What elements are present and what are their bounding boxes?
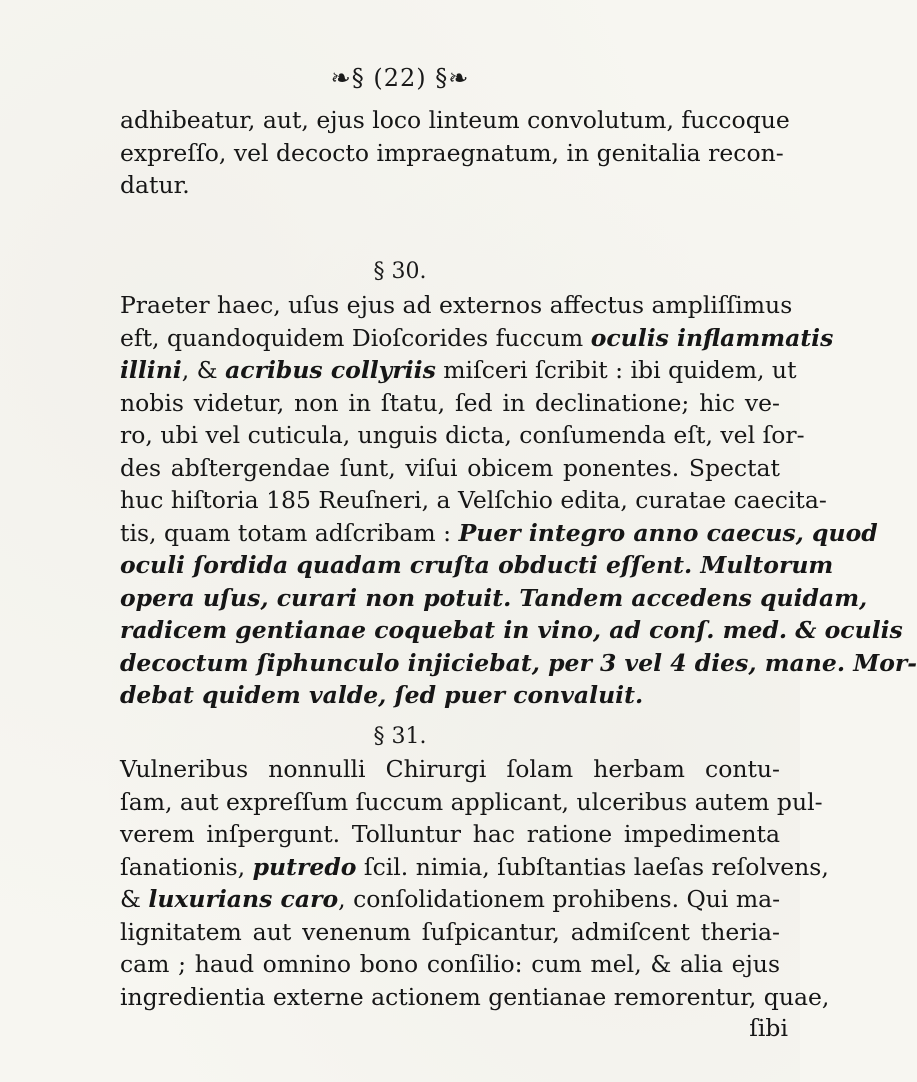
text-line: [120, 647, 917, 680]
section-31-heading: [0, 724, 800, 749]
emphasis-run: radicem gentianae coquebat in vino, ad conſ. med. & oculis: [120, 616, 903, 644]
text-line: [120, 289, 793, 322]
emphasis-run: opera uſus, curari non potuit. Tandem accedens quidam,: [120, 583, 868, 612]
section-31-body: [120, 753, 830, 1013]
text-run: ro, ubi vel cuticula, unguis dicta, conſumenda eſt, vel ſor-: [120, 421, 805, 449]
text-line: [120, 916, 780, 949]
text-run: des abſtergendae ſunt, viſui obicem ponentes. Spectat: [120, 453, 780, 482]
text-line: expreſſo, vel decocto impraegnatum, in genitalia recon-: [120, 138, 784, 167]
text-run: Vulneribus nonnulli Chirurgi ſolam herbam contu-: [120, 755, 780, 783]
text-run: ſam, aut expreſſum ſuccum applicant, ulceribus autem pul-: [120, 787, 823, 816]
emphasis-run: debat quidem valde, ſed puer convaluit.: [120, 681, 644, 709]
section-30-heading: [0, 259, 800, 284]
emphasis-run: oculi ſordida quadam cruſta obducti eſſent. Multorum: [120, 551, 834, 579]
text-line: [120, 818, 780, 851]
text-line: [120, 851, 829, 884]
emphasis-run: oculis inflammatis: [590, 323, 834, 352]
text-run: , conſolidationem prohibens. Qui ma-: [338, 885, 781, 913]
text-line: [120, 387, 780, 420]
text-line: [120, 452, 780, 485]
text-line: [120, 948, 780, 981]
emphasis-run: illini: [120, 356, 182, 384]
text-run: cam ; haud omnino bono conſilio: cum mel, & alia ejus: [120, 950, 780, 978]
text-run: huc hiſtoria 185 Reuſneri, a Velſchio edita, curatae caecita-: [120, 486, 827, 514]
page-header: [0, 64, 800, 92]
text-line: datur.: [120, 171, 190, 199]
paragraph-block1: [120, 104, 790, 202]
section-31-paragraph: [120, 753, 830, 1013]
text-line: [120, 549, 834, 582]
text-line: [120, 354, 797, 387]
text-line: [120, 517, 878, 550]
text-line: [120, 614, 903, 647]
text-run: miſceri ſcribit : ibi quidem, ut: [435, 356, 797, 384]
text-line: [120, 419, 805, 452]
text-run: , &: [181, 356, 226, 384]
section-30-paragraph: [120, 289, 917, 712]
emphasis-run: Puer integro anno caecus, quod: [458, 518, 878, 547]
section-30-body: [120, 289, 917, 712]
emphasis-run: acribus collyriis: [225, 356, 436, 384]
text-run: ſcil. nimia, ſubſtantias laeſas reſolvens,: [356, 852, 829, 881]
text-run: ingredientia externe actionem gentianae remorentur, quae,: [120, 982, 830, 1011]
paragraph-continuation: [120, 104, 790, 202]
text-line: [120, 679, 780, 712]
text-line: [120, 322, 834, 355]
text-line: [120, 981, 830, 1014]
section-number: § 30.: [373, 259, 427, 284]
catchword-line: [120, 1012, 788, 1045]
emphasis-run: decoctum ſiphunculo injiciebat, per 3 vel 4 dies, mane. Mor-: [120, 648, 917, 677]
text-run: lignitatem aut venenum ſuſpicantur, admiſcent theria-: [120, 917, 780, 946]
section-number: § 31.: [373, 724, 427, 749]
text-line: [120, 484, 827, 517]
text-run: ſanationis,: [120, 852, 253, 881]
text-run: &: [120, 885, 149, 913]
page-number: ❧§ (22) §❧: [330, 64, 470, 92]
emphasis-run: putredo: [252, 852, 357, 881]
text-line: [120, 883, 780, 916]
text-line: [120, 753, 780, 786]
text-line: adhibeatur, aut, ejus loco linteum convolutum, fuccoque: [120, 106, 790, 134]
text-run: tis, quam totam adſcribam :: [120, 518, 459, 547]
emphasis-run: luxurians caro: [148, 885, 339, 913]
text-line: [120, 786, 823, 819]
text-run: Praeter haec, uſus ejus ad externos affectus ampliſſimus: [120, 291, 793, 319]
text-line: [120, 582, 868, 615]
text-run: nobis videtur, non in ſtatu, ſed in declinatione; hic ve-: [120, 388, 780, 417]
text-run: verem inſpergunt. Tolluntur hac ratione impedimenta: [120, 820, 780, 848]
text-run: eft, quandoquidem Dioſcorides fuccum: [120, 323, 591, 352]
catchword: ſibi: [749, 1014, 788, 1042]
